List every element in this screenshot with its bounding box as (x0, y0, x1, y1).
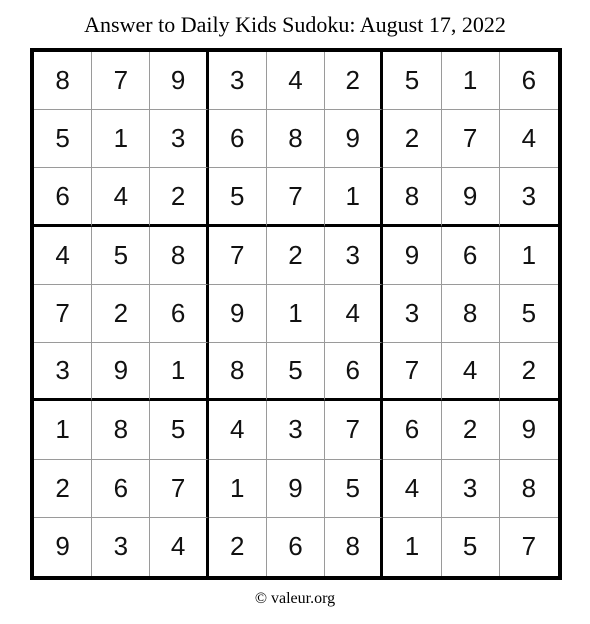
sudoku-cell: 2 (267, 227, 325, 285)
sudoku-cell: 8 (325, 518, 383, 576)
sudoku-cell: 7 (325, 401, 383, 459)
sudoku-cell: 7 (442, 110, 500, 168)
sudoku-cell: 6 (34, 168, 92, 226)
sudoku-cell: 3 (209, 52, 267, 110)
sudoku-cell: 1 (267, 285, 325, 343)
sudoku-cell: 5 (209, 168, 267, 226)
sudoku-cell: 2 (92, 285, 150, 343)
sudoku-cell: 1 (209, 460, 267, 518)
sudoku-cell: 4 (92, 168, 150, 226)
sudoku-cell: 2 (209, 518, 267, 576)
sudoku-cell: 2 (500, 343, 558, 401)
sudoku-cell: 1 (150, 343, 208, 401)
sudoku-cell: 4 (383, 460, 441, 518)
sudoku-cell: 6 (325, 343, 383, 401)
sudoku-cell: 3 (500, 168, 558, 226)
sudoku-cell: 5 (150, 401, 208, 459)
sudoku-cell: 5 (500, 285, 558, 343)
sudoku-cell: 9 (150, 52, 208, 110)
sudoku-cell: 2 (442, 401, 500, 459)
sudoku-cell: 5 (34, 110, 92, 168)
sudoku-cell: 3 (150, 110, 208, 168)
sudoku-cell: 6 (383, 401, 441, 459)
sudoku-cell: 7 (150, 460, 208, 518)
sudoku-cell: 8 (442, 285, 500, 343)
sudoku-cell: 6 (150, 285, 208, 343)
sudoku-cell: 6 (92, 460, 150, 518)
sudoku-cell: 9 (383, 227, 441, 285)
sudoku-cell: 3 (267, 401, 325, 459)
sudoku-cell: 3 (383, 285, 441, 343)
sudoku-cell: 5 (325, 460, 383, 518)
sudoku-cell: 3 (442, 460, 500, 518)
sudoku-cell: 7 (521, 531, 537, 562)
sudoku-cell: 1 (442, 52, 500, 110)
sudoku-cell: 5 (442, 518, 500, 576)
sudoku-cell: 2 (383, 110, 441, 168)
sudoku-cell: 1 (325, 168, 383, 226)
sudoku-cell: 8 (500, 460, 558, 518)
sudoku-cell: 8 (150, 227, 208, 285)
sudoku-cell: 8 (267, 110, 325, 168)
sudoku-cell: 7 (209, 227, 267, 285)
sudoku-cell: 8 (34, 52, 92, 110)
sudoku-cell: 9 (267, 460, 325, 518)
sudoku-cell: 3 (92, 518, 150, 576)
sudoku-cell: 7 (92, 52, 150, 110)
sudoku-cell: 9 (34, 518, 92, 576)
sudoku-cell: 5 (92, 227, 150, 285)
sudoku-cell: 2 (34, 460, 92, 518)
sudoku-cell: 4 (500, 110, 558, 168)
sudoku-cell: 7 (34, 285, 92, 343)
sudoku-grid (30, 48, 562, 580)
sudoku-cell: 7 (267, 168, 325, 226)
sudoku-cell: 9 (325, 110, 383, 168)
sudoku-cell: 6 (500, 52, 558, 110)
sudoku-cell: 5 (267, 343, 325, 401)
sudoku-cell: 5 (383, 52, 441, 110)
sudoku-cell: 1 (383, 518, 441, 576)
sudoku-cell: 9 (92, 343, 150, 401)
sudoku-cell: 9 (209, 285, 267, 343)
page-title: Answer to Daily Kids Sudoku: August 17, 2022 (84, 12, 506, 37)
sudoku-cell: 8 (383, 168, 441, 226)
sudoku-cell: 2 (150, 168, 208, 226)
sudoku-cell: 8 (92, 401, 150, 459)
copyright-footer: © valeur.org (254, 590, 336, 607)
sudoku-cell: 6 (267, 518, 325, 576)
sudoku-cell: 4 (34, 227, 92, 285)
sudoku-cell: 4 (150, 518, 208, 576)
sudoku-cell: 9 (442, 168, 500, 226)
sudoku-cell: 2 (325, 52, 383, 110)
sudoku-cell: 6 (209, 110, 267, 168)
sudoku-cell: 3 (325, 227, 383, 285)
sudoku-cell: 7 (383, 343, 441, 401)
sudoku-cell: 1 (34, 401, 92, 459)
sudoku-cell: 4 (325, 285, 383, 343)
sudoku-cell: 4 (267, 52, 325, 110)
sudoku-cell: 1 (500, 227, 558, 285)
sudoku-cell: 4 (209, 401, 267, 459)
sudoku-cell: 3 (34, 343, 92, 401)
sudoku-cell: 1 (92, 110, 150, 168)
sudoku-cell: 9 (500, 401, 558, 459)
sudoku-cell: 8 (209, 343, 267, 401)
sudoku-cell: 4 (442, 343, 500, 401)
sudoku-cell: 6 (442, 227, 500, 285)
